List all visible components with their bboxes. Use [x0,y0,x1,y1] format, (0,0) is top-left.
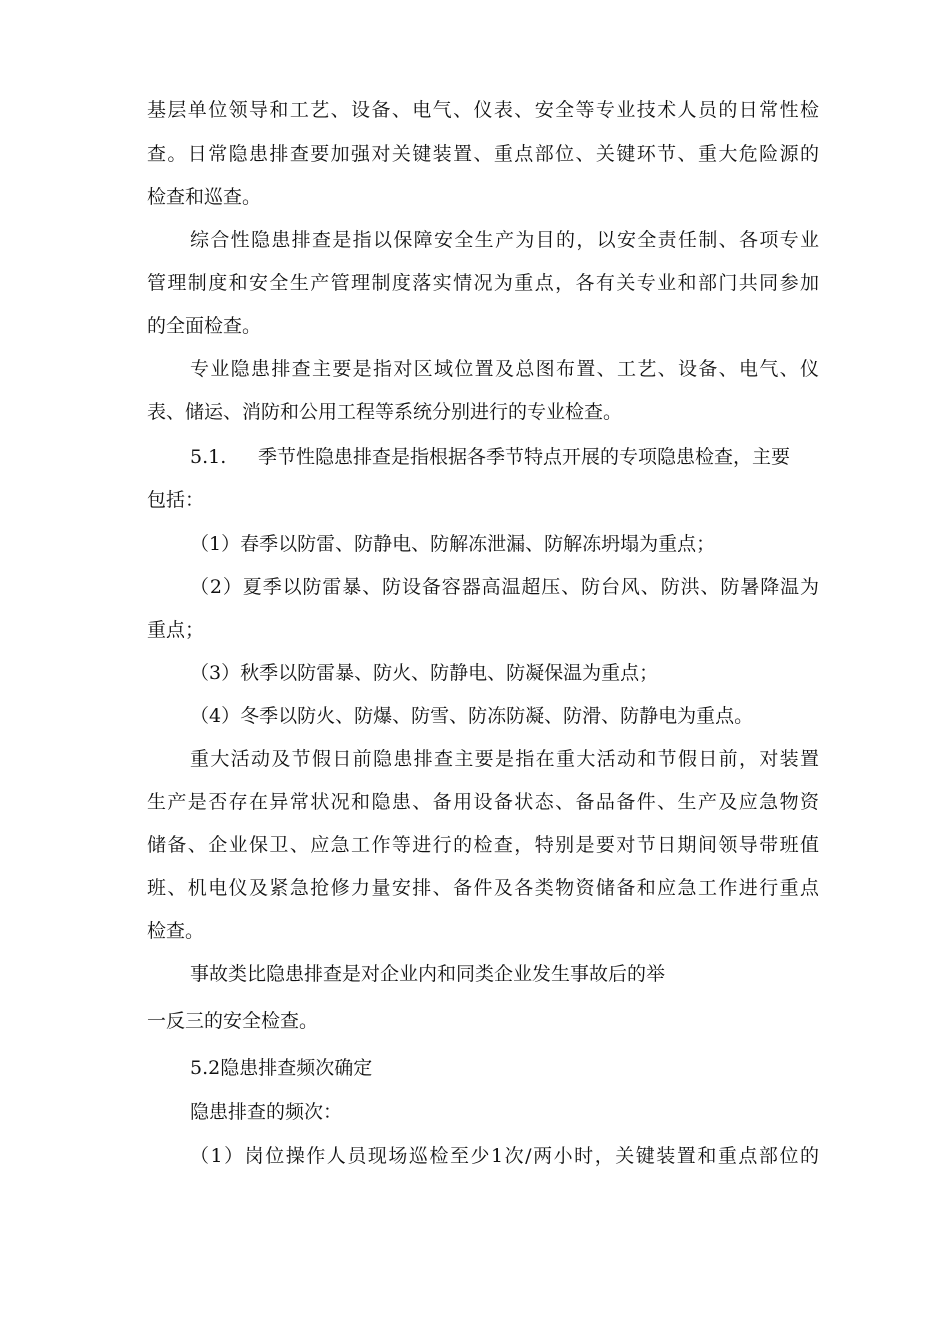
list-item: （2）夏季以防雷暴、防设备容器高温超压、防台风、防洪、防暑降温为 [190,576,819,598]
body-line: 一反三的安全检查。 [147,1010,319,1032]
section-5-1-line [190,444,819,470]
body-line: 管理制度和安全生产管理制度落实情况为重点，各有关专业和部门共同参加 [147,272,819,294]
body-line: 隐患排查的频次： [190,1101,343,1123]
body-line: 储备、企业保卫、应急工作等进行的检查，特别是要对节日期间领导带班值 [147,834,819,856]
section-heading: 5.2隐患排查频次确定 [190,1057,373,1079]
body-line: 重大活动及节假日前隐患排查主要是指在重大活动和节假日前，对装置 [190,748,819,770]
body-line: 包括： [147,489,205,511]
body-line: 重点； [147,619,205,641]
list-item: （1）岗位操作人员现场巡检至少1次/两小时，关键装置和重点部位的 [190,1145,819,1167]
body-line: 检查和巡查。 [147,186,262,208]
list-item: （1）春季以防雷、防静电、防解冻泄漏、防解冻坍塌为重点； [190,533,716,555]
body-line: 综合性隐患排查是指以保障安全生产为目的，以安全责任制、各项专业 [190,229,819,251]
body-line: 查。日常隐患排查要加强对关键装置、重点部位、关键环节、重大危险源的 [147,143,819,165]
body-line: 季节性隐患排查是指根据各季节特点开展的专项隐患检查，主要 [258,446,791,468]
body-line: 事故类比隐患排查是对企业内和同类企业发生事故后的举 [190,963,666,985]
body-line: 班、机电仪及紧急抢修力量安排、备件及各类物资储备和应急工作进行重点 [147,877,819,899]
body-line: 表、储运、消防和公用工程等系统分别进行的专业检查。 [147,401,623,423]
list-item: （4）冬季以防火、防爆、防雪、防冻防凝、防滑、防静电为重点。 [190,705,754,727]
body-line: 基层单位领导和工艺、设备、电气、仪表、安全等专业技术人员的日常性检 [147,99,819,121]
body-line: 检查。 [147,920,205,942]
body-line: 专业隐患排查主要是指对区域位置及总图布置、工艺、设备、电气、仪 [190,358,819,380]
section-number: 5.1. [190,446,227,468]
list-item: （3）秋季以防雷暴、防火、防静电、防凝保温为重点； [190,662,659,684]
body-line: 生产是否存在异常状况和隐患、备用设备状态、备品备件、生产及应急物资 [147,791,819,813]
body-line: 的全面检查。 [147,315,262,337]
